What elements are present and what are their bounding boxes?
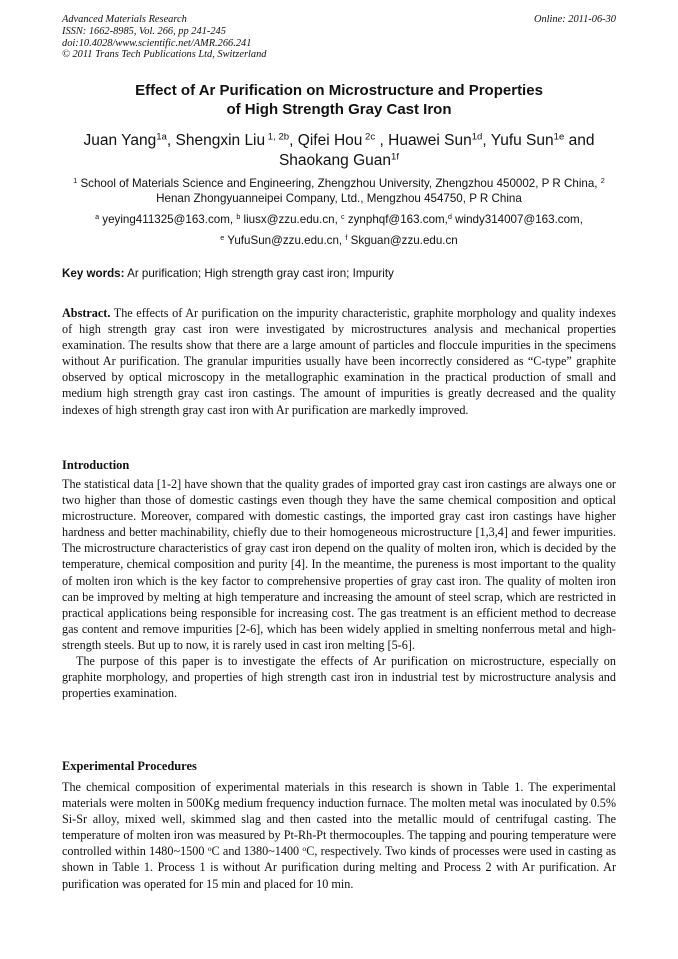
journal-issn: ISSN: 1662-8985, Vol. 266, pp 241-245 [62, 25, 226, 37]
author-sup: 1d [471, 131, 483, 143]
author-sup: 1a [156, 131, 167, 143]
introduction-body [62, 476, 616, 701]
author-name: Shaokang Guan [278, 152, 392, 169]
affiliation-sup: 2 [600, 176, 605, 186]
author-sup: 1e [553, 131, 565, 143]
keywords-label: Key words: [62, 267, 125, 280]
author-sep: , [482, 132, 491, 149]
introduction-paragraph-1: The statistical data [1-2] have shown that the quality grades of imported gray cast iron castings are always one or two higher than those of domestic castings even though they have the same chemical composition and optical microstructure. Moreover, compared with domestic castings, the imported gray cast iron castings have higher hardness and better machinability, chiefly due to their homogeneous microstructure [1,3,4] and fewer impurities. The microstructure characteristics of gray cast iron depend on the quality of molten iron, which is decided by the temperature, chemical composition and purity [4]. In the meantime, the pureness is most important to the quality of molten iron which is the key factor to comprehensive properties of gray cast iron. The quality of molten iron can be improved by melting at high temperature and increasing the amount of steel scrap, which are restricted in practical applications being responsible for increasing cost. The gas treatment is an efficient method to decrease gas content and remove impurities [2-6], which has been widely applied in smelting nonferrous metal and high-strength steels. But up to now, it is rarely used in cast iron melting [5-6]. [62, 477, 616, 652]
email-sup: d [447, 212, 452, 222]
introduction-heading: Introduction [62, 458, 130, 472]
author-name: Juan Yang [83, 132, 157, 149]
keywords-text: Ar purification; High strength gray cast iron; Impurity [124, 267, 394, 280]
author-list [62, 131, 616, 171]
abstract [62, 305, 616, 418]
affiliation-text: School of Materials Science and Engineering, Zhengzhou University, Zhengzhou 450002, P R China, [77, 177, 601, 190]
title-line-2: of High Strength Gray Cast Iron [226, 101, 452, 118]
author-sup: 1, 2b [265, 131, 290, 143]
title-line-1: Effect of Ar Purification on Microstructure and Properties [135, 82, 543, 99]
experimental-text-3: C, respectively. Two kinds of processes were used in casting as shown in Table 1. Process 1 is without Ar purification during melting and Process 2 with Ar purification. Ar purification was operated for 15 min and placed for 10 min. [62, 844, 616, 891]
author-sup: 1f [391, 151, 400, 163]
journal-doi: doi:10.4028/www.scientific.net/AMR.266.241 [62, 37, 252, 49]
author-sep: , [166, 132, 176, 149]
author-sep: , [375, 132, 389, 149]
author-name: Qifei Hou [297, 132, 363, 149]
email-sup: f [345, 233, 348, 243]
degree-sup: o [207, 844, 212, 854]
author-sep: , [289, 132, 298, 149]
paper-title [62, 81, 616, 119]
email-address: YufuSun@zzu.edu.cn, [224, 234, 346, 247]
online-date: Online: 2011-06-30 [533, 14, 616, 25]
email-list [62, 209, 616, 251]
experimental-text-2: C and 1380~1400 [211, 844, 303, 859]
degree-sup: o [302, 844, 307, 854]
email-sup: b [236, 212, 241, 222]
author-name: Yufu Sun [490, 132, 554, 149]
keywords [62, 266, 616, 281]
email-address: zynphqf@163.com, [344, 213, 448, 226]
journal-header [62, 14, 616, 61]
journal-name: Advanced Materials Research [62, 14, 187, 25]
author-name: Shengxin Liu [175, 132, 266, 149]
affiliations [62, 176, 616, 206]
author-sep: and [564, 132, 595, 149]
abstract-text: The effects of Ar purification on the impurity characteristic, graphite morphology and quality indexes of high strength gray cast iron were investigated by microstructures analysis and mechanical properties examination. The results show that there are a large amount of particles and floccule impurities in the specimens without Ar purification. The granular impurities usually have been incorrectly considered as “C-type” graphite observed by optical microscopy in the metallographic examination in the practical production of small and medium high strength gray cast iron castings. The amount of impurities is greatly decreased and the quality indexes of high strength gray cast iron with Ar purification are markedly improved. [62, 306, 616, 417]
email-address: yeying411325@163.com, [99, 213, 237, 226]
email-address: windy314007@163.com, [451, 213, 583, 226]
email-address: Skguan@zzu.edu.cn [347, 234, 458, 247]
email-sup: c [341, 212, 345, 222]
author-name: Huawei Sun [388, 132, 472, 149]
abstract-label: Abstract. [62, 306, 111, 320]
email-address: liusx@zzu.edu.cn, [240, 213, 342, 226]
experimental-body [62, 779, 616, 892]
email-sup: a [95, 212, 100, 222]
author-sup: 2c [362, 131, 376, 143]
affiliation-text: Henan Zhongyuanneipei Company, Ltd., Mengzhou 454750, P R China [156, 192, 522, 205]
journal-copyright: © 2011 Trans Tech Publications Ltd, Switzerland [62, 49, 267, 61]
experimental-heading: Experimental Procedures [62, 759, 197, 773]
introduction-paragraph-2: The purpose of this paper is to investigate the effects of Ar purification on microstructure, especially on graphite morphology, and properties of high strength cast iron in industrial test by microstructure analysis and properties examination. [62, 654, 616, 701]
email-sup: e [220, 233, 225, 243]
affiliation-sup: 1 [73, 176, 78, 186]
experimental-text-1: The chemical composition of experimental materials in this research is shown in Table 1. The experimental materials were molten in 500Kg medium frequency induction furnace. The molten metal was inoculated by 0.5% Si-Sr alloy, mixed well, skimmed slag and then casted into the metallic mould of centrifugal casting. The temperature of molten iron was measured by Pt-Rh-Pt thermocouples. The tapping and pouring temperature were controlled within 1480~1500 [62, 780, 616, 859]
